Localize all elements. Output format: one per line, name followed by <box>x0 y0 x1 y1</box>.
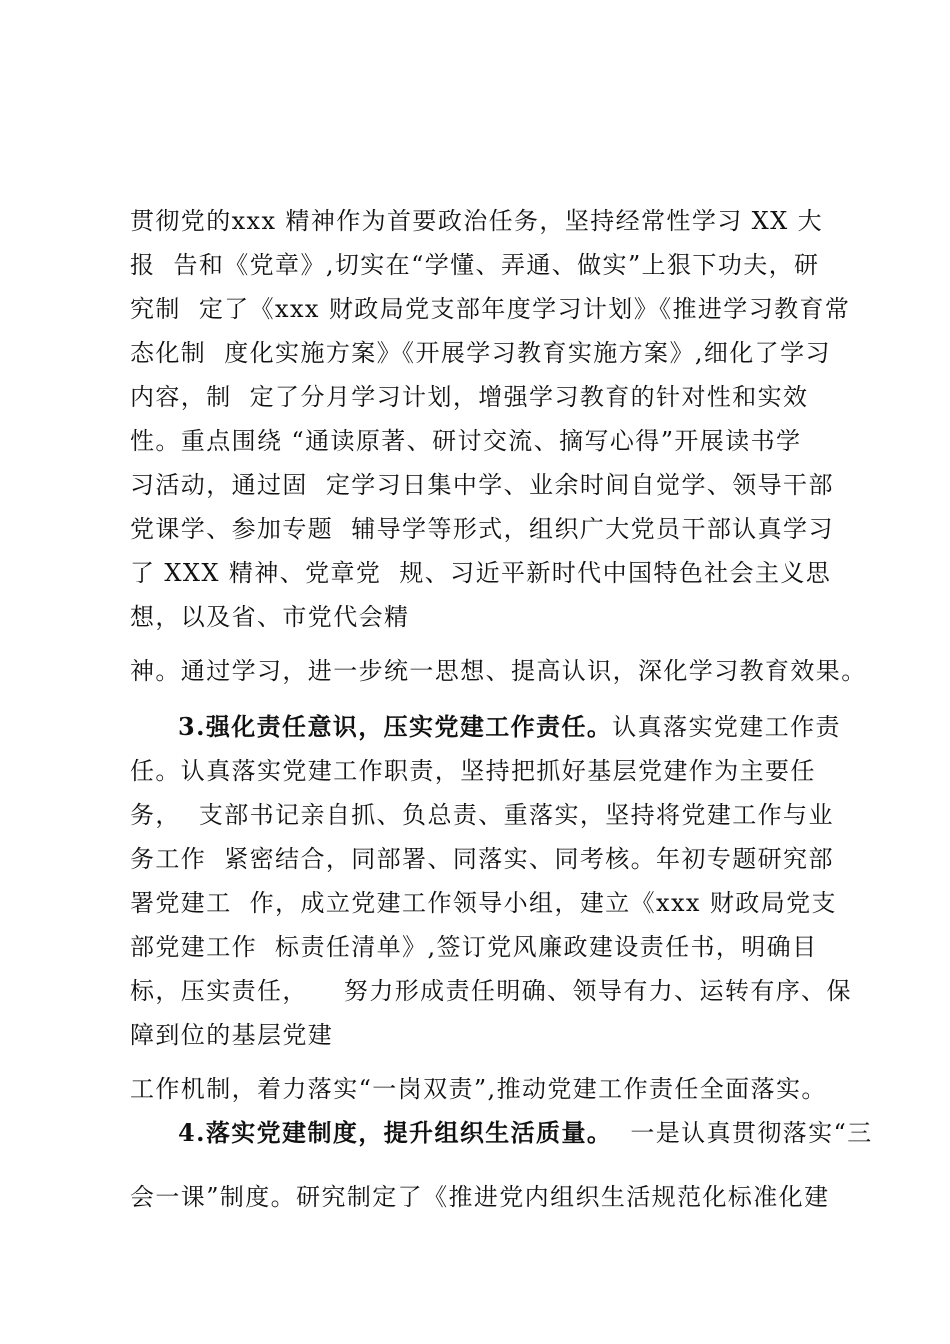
section-3-first-line <box>178 710 841 744</box>
section-4-heading: 4.落实党建制度，提升组织生活质量。 <box>178 1118 613 1147</box>
paragraph-line: 了 XXX 精神、党章党 规、习近平新时代中国特色社会主义思 <box>130 559 832 587</box>
paragraph-line: 部党建工作 标责任清单》,签订党风廉政建设责任书，明确目 <box>130 933 818 961</box>
paragraph-line: 态化制 度化实施方案》《开展学习教育实施方案》,细化了学习 <box>130 339 831 367</box>
paragraph-line: 任。认真落实党建工作职责，坚持把抓好基层党建作为主要任 <box>130 757 816 785</box>
paragraph-line: 障到位的基层党建 <box>130 1021 334 1049</box>
paragraph-line: 工作机制，着力落实“一岗双责”,推动党建工作责任全面落实。 <box>130 1075 827 1103</box>
paragraph-line: 神。通过学习，进一步统一思想、提高认识，深化学习教育效果。 <box>130 657 867 685</box>
paragraph-line: 标，压实责任， 努力形成责任明确、领导有力、运转有序、保 <box>130 977 852 1005</box>
section-4-first-line-text: 一是认真贯彻落实“三 <box>612 1119 873 1147</box>
paragraph-line: 究制 定了《xxx 财政局党支部年度学习计划》《推进学习教育常 <box>130 295 851 323</box>
paragraph-line: 署党建工 作，成立党建工作领导小组，建立《xxx 财政局党支 <box>130 889 837 917</box>
paragraph-line: 务工作 紧密结合，同部署、同落实、同考核。年初专题研究部 <box>130 845 834 873</box>
paragraph-line: 会一课”制度。研究制定了《推进党内组织生活规范化标准化建 <box>130 1183 830 1211</box>
section-3-heading: 3.强化责任意识，压实党建工作责任。 <box>178 712 613 741</box>
section-4-first-line <box>178 1116 873 1150</box>
paragraph-line: 贯彻党的xxx 精神作为首要政治任务，坚持经常性学习 XX 大 <box>130 207 824 235</box>
paragraph-line: 报 告和《党章》,切实在“学懂、弄通、做实”上狠下功夫，研 <box>130 251 820 279</box>
paragraph-line: 性。重点围绕 “通读原著、研讨交流、摘写心得”开展读书学 <box>130 427 802 455</box>
paragraph-line: 党课学、参加专题 辅导学等形式，组织广大党员干部认真学习 <box>130 515 834 543</box>
paragraph-line: 务， 支部书记亲自抓、负总责、重落实，坚持将党建工作与业 <box>130 801 834 829</box>
paragraph-line: 习活动，通过固 定学习日集中学、业余时间自觉学、领导干部 <box>130 471 834 499</box>
section-3-first-line-text: 认真落实党建工作责 <box>612 713 841 741</box>
paragraph-line: 内容，制 定了分月学习计划，增强学习教育的针对性和实效 <box>130 383 809 411</box>
paragraph-line: 想，以及省、市党代会精 <box>130 603 410 631</box>
